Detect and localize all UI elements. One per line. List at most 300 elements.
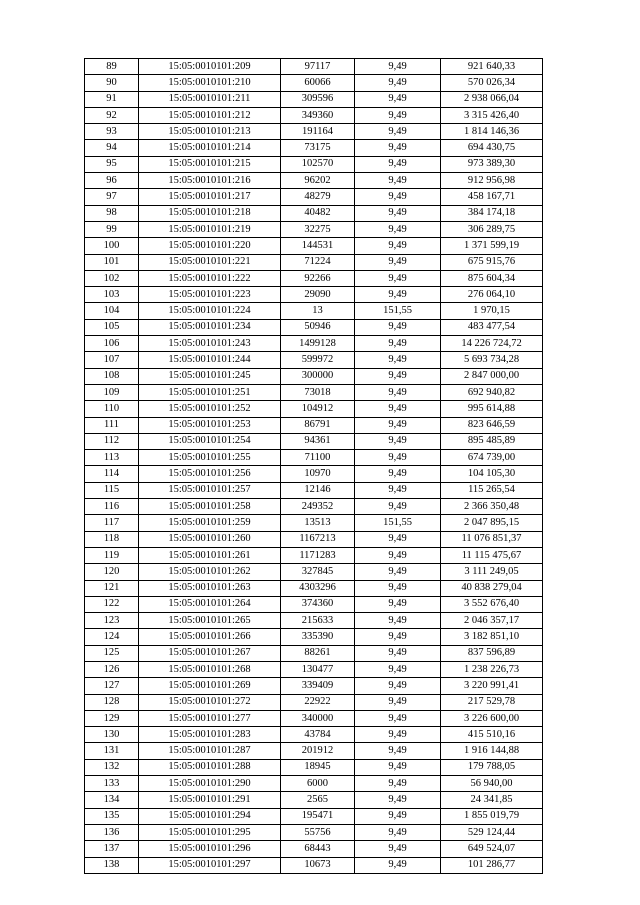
table-row bbox=[85, 173, 543, 189]
cadastral-value-cell: 3 220 991,41 bbox=[441, 678, 543, 694]
table-row bbox=[85, 645, 543, 661]
cadastral-number-cell: 15:05:0010101:216 bbox=[139, 173, 281, 189]
cadastral-value-cell: 483 477,54 bbox=[441, 319, 543, 335]
cadastral-value-cell: 14 226 724,72 bbox=[441, 336, 543, 352]
cadastral-value-cell: 973 389,30 bbox=[441, 156, 543, 172]
row-number-cell: 123 bbox=[85, 613, 139, 629]
table-row bbox=[85, 75, 543, 91]
rate-cell: 9,49 bbox=[355, 678, 441, 694]
table-row bbox=[85, 499, 543, 515]
rate-cell: 9,49 bbox=[355, 336, 441, 352]
area-cell: 13 bbox=[281, 303, 355, 319]
row-number-cell: 97 bbox=[85, 189, 139, 205]
cadastral-value-cell: 692 940,82 bbox=[441, 384, 543, 400]
rate-cell: 9,49 bbox=[355, 661, 441, 677]
cadastral-value-cell: 674 739,00 bbox=[441, 450, 543, 466]
cadastral-value-cell: 11 115 475,67 bbox=[441, 547, 543, 563]
row-number-cell: 100 bbox=[85, 238, 139, 254]
cadastral-value-cell: 2 366 350,48 bbox=[441, 499, 543, 515]
table-row bbox=[85, 792, 543, 808]
table-row bbox=[85, 857, 543, 873]
cadastral-number-cell: 15:05:0010101:267 bbox=[139, 645, 281, 661]
cadastral-value-cell: 921 640,33 bbox=[441, 59, 543, 75]
cadastral-value-cell: 276 064,10 bbox=[441, 287, 543, 303]
cadastral-number-cell: 15:05:0010101:244 bbox=[139, 352, 281, 368]
row-number-cell: 128 bbox=[85, 694, 139, 710]
area-cell: 1171283 bbox=[281, 547, 355, 563]
row-number-cell: 132 bbox=[85, 759, 139, 775]
row-number-cell: 125 bbox=[85, 645, 139, 661]
row-number-cell: 101 bbox=[85, 254, 139, 270]
rate-cell: 9,49 bbox=[355, 743, 441, 759]
cadastral-number-cell: 15:05:0010101:218 bbox=[139, 205, 281, 221]
table-row bbox=[85, 564, 543, 580]
area-cell: 55756 bbox=[281, 824, 355, 840]
area-cell: 43784 bbox=[281, 727, 355, 743]
cadastral-number-cell: 15:05:0010101:209 bbox=[139, 59, 281, 75]
rate-cell: 9,49 bbox=[355, 564, 441, 580]
cadastral-value-cell: 2 938 066,04 bbox=[441, 91, 543, 107]
rate-cell: 9,49 bbox=[355, 401, 441, 417]
cadastral-number-cell: 15:05:0010101:243 bbox=[139, 336, 281, 352]
cadastral-number-cell: 15:05:0010101:234 bbox=[139, 319, 281, 335]
area-cell: 201912 bbox=[281, 743, 355, 759]
area-cell: 96202 bbox=[281, 173, 355, 189]
cadastral-value-cell: 115 265,54 bbox=[441, 482, 543, 498]
row-number-cell: 108 bbox=[85, 368, 139, 384]
row-number-cell: 117 bbox=[85, 515, 139, 531]
area-cell: 339409 bbox=[281, 678, 355, 694]
rate-cell: 9,49 bbox=[355, 384, 441, 400]
cadastral-value-cell: 694 430,75 bbox=[441, 140, 543, 156]
cadastral-number-cell: 15:05:0010101:261 bbox=[139, 547, 281, 563]
table-row bbox=[85, 254, 543, 270]
table-row bbox=[85, 221, 543, 237]
table-row bbox=[85, 727, 543, 743]
area-cell: 88261 bbox=[281, 645, 355, 661]
row-number-cell: 116 bbox=[85, 499, 139, 515]
rate-cell: 9,49 bbox=[355, 629, 441, 645]
cadastral-value-cell: 306 289,75 bbox=[441, 221, 543, 237]
cadastral-number-cell: 15:05:0010101:217 bbox=[139, 189, 281, 205]
rate-cell: 9,49 bbox=[355, 857, 441, 873]
cadastral-number-cell: 15:05:0010101:257 bbox=[139, 482, 281, 498]
rate-cell: 9,49 bbox=[355, 482, 441, 498]
cadastral-value-cell: 217 529,78 bbox=[441, 694, 543, 710]
cadastral-number-cell: 15:05:0010101:258 bbox=[139, 499, 281, 515]
cadastral-value-cell: 995 614,88 bbox=[441, 401, 543, 417]
area-cell: 29090 bbox=[281, 287, 355, 303]
area-cell: 6000 bbox=[281, 776, 355, 792]
table-row bbox=[85, 270, 543, 286]
area-cell: 94361 bbox=[281, 433, 355, 449]
cadastral-value-cell: 1 855 019,79 bbox=[441, 808, 543, 824]
row-number-cell: 124 bbox=[85, 629, 139, 645]
cadastral-number-cell: 15:05:0010101:264 bbox=[139, 596, 281, 612]
cadastral-value-cell: 2 047 895,15 bbox=[441, 515, 543, 531]
cadastral-value-cell: 3 315 426,40 bbox=[441, 107, 543, 123]
rate-cell: 9,49 bbox=[355, 352, 441, 368]
area-cell: 22922 bbox=[281, 694, 355, 710]
area-cell: 249352 bbox=[281, 499, 355, 515]
row-number-cell: 113 bbox=[85, 450, 139, 466]
cadastral-number-cell: 15:05:0010101:213 bbox=[139, 124, 281, 140]
cadastral-value-cell: 415 510,16 bbox=[441, 727, 543, 743]
table-row bbox=[85, 596, 543, 612]
row-number-cell: 133 bbox=[85, 776, 139, 792]
rate-cell: 151,55 bbox=[355, 515, 441, 531]
cadastral-number-cell: 15:05:0010101:262 bbox=[139, 564, 281, 580]
cadastral-value-cell: 1 371 599,19 bbox=[441, 238, 543, 254]
cadastral-number-cell: 15:05:0010101:288 bbox=[139, 759, 281, 775]
area-cell: 327845 bbox=[281, 564, 355, 580]
cadastral-value-cell: 649 524,07 bbox=[441, 841, 543, 857]
cadastral-number-cell: 15:05:0010101:265 bbox=[139, 613, 281, 629]
cadastral-number-cell: 15:05:0010101:219 bbox=[139, 221, 281, 237]
table-row bbox=[85, 629, 543, 645]
rate-cell: 9,49 bbox=[355, 792, 441, 808]
cadastral-value-cell: 3 111 249,05 bbox=[441, 564, 543, 580]
table-row bbox=[85, 189, 543, 205]
row-number-cell: 137 bbox=[85, 841, 139, 857]
table-row bbox=[85, 352, 543, 368]
rate-cell: 9,49 bbox=[355, 596, 441, 612]
rate-cell: 9,49 bbox=[355, 205, 441, 221]
row-number-cell: 136 bbox=[85, 824, 139, 840]
cadastral-number-cell: 15:05:0010101:266 bbox=[139, 629, 281, 645]
area-cell: 349360 bbox=[281, 107, 355, 123]
area-cell: 10673 bbox=[281, 857, 355, 873]
table-row bbox=[85, 710, 543, 726]
cadastral-number-cell: 15:05:0010101:290 bbox=[139, 776, 281, 792]
table-row bbox=[85, 91, 543, 107]
table-row bbox=[85, 694, 543, 710]
cadastral-value-cell: 3 226 600,00 bbox=[441, 710, 543, 726]
row-number-cell: 102 bbox=[85, 270, 139, 286]
area-cell: 18945 bbox=[281, 759, 355, 775]
cadastral-number-cell: 15:05:0010101:294 bbox=[139, 808, 281, 824]
row-number-cell: 129 bbox=[85, 710, 139, 726]
cadastral-number-cell: 15:05:0010101:263 bbox=[139, 580, 281, 596]
area-cell: 340000 bbox=[281, 710, 355, 726]
table-row bbox=[85, 368, 543, 384]
cadastral-number-cell: 15:05:0010101:277 bbox=[139, 710, 281, 726]
cadastral-value-cell: 875 604,34 bbox=[441, 270, 543, 286]
cadastral-number-cell: 15:05:0010101:253 bbox=[139, 417, 281, 433]
table-row bbox=[85, 107, 543, 123]
row-number-cell: 127 bbox=[85, 678, 139, 694]
cadastral-value-cell: 2 847 000,00 bbox=[441, 368, 543, 384]
table-body bbox=[85, 59, 543, 874]
row-number-cell: 95 bbox=[85, 156, 139, 172]
area-cell: 102570 bbox=[281, 156, 355, 172]
area-cell: 97117 bbox=[281, 59, 355, 75]
table-row bbox=[85, 776, 543, 792]
cadastral-value-cell: 675 915,76 bbox=[441, 254, 543, 270]
table-row bbox=[85, 661, 543, 677]
row-number-cell: 122 bbox=[85, 596, 139, 612]
area-cell: 130477 bbox=[281, 661, 355, 677]
cadastral-value-cell: 895 485,89 bbox=[441, 433, 543, 449]
table-row bbox=[85, 515, 543, 531]
row-number-cell: 114 bbox=[85, 466, 139, 482]
cadastral-value-cell: 5 693 734,28 bbox=[441, 352, 543, 368]
row-number-cell: 103 bbox=[85, 287, 139, 303]
row-number-cell: 126 bbox=[85, 661, 139, 677]
area-cell: 195471 bbox=[281, 808, 355, 824]
row-number-cell: 92 bbox=[85, 107, 139, 123]
table-row bbox=[85, 417, 543, 433]
table-row bbox=[85, 59, 543, 75]
area-cell: 32275 bbox=[281, 221, 355, 237]
rate-cell: 9,49 bbox=[355, 107, 441, 123]
cadastral-number-cell: 15:05:0010101:268 bbox=[139, 661, 281, 677]
rate-cell: 9,49 bbox=[355, 727, 441, 743]
cadastral-number-cell: 15:05:0010101:260 bbox=[139, 531, 281, 547]
cadastral-number-cell: 15:05:0010101:210 bbox=[139, 75, 281, 91]
cadastral-number-cell: 15:05:0010101:221 bbox=[139, 254, 281, 270]
rate-cell: 9,49 bbox=[355, 368, 441, 384]
row-number-cell: 120 bbox=[85, 564, 139, 580]
row-number-cell: 130 bbox=[85, 727, 139, 743]
row-number-cell: 96 bbox=[85, 173, 139, 189]
rate-cell: 9,49 bbox=[355, 59, 441, 75]
cadastral-number-cell: 15:05:0010101:220 bbox=[139, 238, 281, 254]
cadastral-value-cell: 837 596,89 bbox=[441, 645, 543, 661]
table-row bbox=[85, 303, 543, 319]
area-cell: 1499128 bbox=[281, 336, 355, 352]
area-cell: 309596 bbox=[281, 91, 355, 107]
row-number-cell: 98 bbox=[85, 205, 139, 221]
rate-cell: 9,49 bbox=[355, 547, 441, 563]
area-cell: 92266 bbox=[281, 270, 355, 286]
cadastral-number-cell: 15:05:0010101:269 bbox=[139, 678, 281, 694]
rate-cell: 9,49 bbox=[355, 710, 441, 726]
area-cell: 73018 bbox=[281, 384, 355, 400]
cadastral-value-cell: 3 552 676,40 bbox=[441, 596, 543, 612]
cadastral-value-cell: 458 167,71 bbox=[441, 189, 543, 205]
row-number-cell: 112 bbox=[85, 433, 139, 449]
rate-cell: 9,49 bbox=[355, 75, 441, 91]
rate-cell: 9,49 bbox=[355, 499, 441, 515]
cadastral-number-cell: 15:05:0010101:251 bbox=[139, 384, 281, 400]
table-row bbox=[85, 580, 543, 596]
cadastral-value-cell: 384 174,18 bbox=[441, 205, 543, 221]
cadastral-number-cell: 15:05:0010101:224 bbox=[139, 303, 281, 319]
table-row bbox=[85, 466, 543, 482]
row-number-cell: 135 bbox=[85, 808, 139, 824]
cadastral-number-cell: 15:05:0010101:272 bbox=[139, 694, 281, 710]
rate-cell: 9,49 bbox=[355, 613, 441, 629]
area-cell: 48279 bbox=[281, 189, 355, 205]
table-row bbox=[85, 450, 543, 466]
table-row bbox=[85, 156, 543, 172]
cadastral-number-cell: 15:05:0010101:296 bbox=[139, 841, 281, 857]
table-row bbox=[85, 238, 543, 254]
cadastral-value-cell: 570 026,34 bbox=[441, 75, 543, 91]
cadastral-value-cell: 101 286,77 bbox=[441, 857, 543, 873]
row-number-cell: 111 bbox=[85, 417, 139, 433]
area-cell: 71100 bbox=[281, 450, 355, 466]
table-row bbox=[85, 743, 543, 759]
rate-cell: 9,49 bbox=[355, 759, 441, 775]
cadastral-value-cell: 529 124,44 bbox=[441, 824, 543, 840]
row-number-cell: 121 bbox=[85, 580, 139, 596]
area-cell: 599972 bbox=[281, 352, 355, 368]
rate-cell: 9,49 bbox=[355, 417, 441, 433]
table-row bbox=[85, 824, 543, 840]
table-row bbox=[85, 401, 543, 417]
cadastral-number-cell: 15:05:0010101:214 bbox=[139, 140, 281, 156]
rate-cell: 9,49 bbox=[355, 91, 441, 107]
rate-cell: 9,49 bbox=[355, 189, 441, 205]
rate-cell: 9,49 bbox=[355, 221, 441, 237]
table-row bbox=[85, 547, 543, 563]
area-cell: 300000 bbox=[281, 368, 355, 384]
cadastral-number-cell: 15:05:0010101:287 bbox=[139, 743, 281, 759]
row-number-cell: 104 bbox=[85, 303, 139, 319]
rate-cell: 9,49 bbox=[355, 466, 441, 482]
rate-cell: 9,49 bbox=[355, 580, 441, 596]
area-cell: 86791 bbox=[281, 417, 355, 433]
area-cell: 12146 bbox=[281, 482, 355, 498]
area-cell: 374360 bbox=[281, 596, 355, 612]
area-cell: 50946 bbox=[281, 319, 355, 335]
table-row bbox=[85, 841, 543, 857]
rate-cell: 9,49 bbox=[355, 140, 441, 156]
rate-cell: 9,49 bbox=[355, 776, 441, 792]
cadastral-value-cell: 1 814 146,36 bbox=[441, 124, 543, 140]
cadastral-number-cell: 15:05:0010101:252 bbox=[139, 401, 281, 417]
rate-cell: 9,49 bbox=[355, 319, 441, 335]
table-row bbox=[85, 759, 543, 775]
area-cell: 60066 bbox=[281, 75, 355, 91]
cadastral-value-cell: 40 838 279,04 bbox=[441, 580, 543, 596]
row-number-cell: 94 bbox=[85, 140, 139, 156]
rate-cell: 9,49 bbox=[355, 841, 441, 857]
row-number-cell: 134 bbox=[85, 792, 139, 808]
cadastral-value-cell: 56 940,00 bbox=[441, 776, 543, 792]
rate-cell: 9,49 bbox=[355, 287, 441, 303]
rate-cell: 9,49 bbox=[355, 824, 441, 840]
cadastral-value-cell: 24 341,85 bbox=[441, 792, 543, 808]
cadastral-number-cell: 15:05:0010101:259 bbox=[139, 515, 281, 531]
area-cell: 144531 bbox=[281, 238, 355, 254]
area-cell: 1167213 bbox=[281, 531, 355, 547]
area-cell: 13513 bbox=[281, 515, 355, 531]
row-number-cell: 91 bbox=[85, 91, 139, 107]
cadastral-value-cell: 11 076 851,37 bbox=[441, 531, 543, 547]
cadastral-value-cell: 1 238 226,73 bbox=[441, 661, 543, 677]
cadastral-value-cell: 2 046 357,17 bbox=[441, 613, 543, 629]
cadastral-number-cell: 15:05:0010101:283 bbox=[139, 727, 281, 743]
area-cell: 73175 bbox=[281, 140, 355, 156]
table-row bbox=[85, 433, 543, 449]
cadastral-number-cell: 15:05:0010101:215 bbox=[139, 156, 281, 172]
cadastral-value-cell: 823 646,59 bbox=[441, 417, 543, 433]
row-number-cell: 109 bbox=[85, 384, 139, 400]
rate-cell: 9,49 bbox=[355, 124, 441, 140]
row-number-cell: 93 bbox=[85, 124, 139, 140]
area-cell: 68443 bbox=[281, 841, 355, 857]
rate-cell: 9,49 bbox=[355, 270, 441, 286]
area-cell: 104912 bbox=[281, 401, 355, 417]
table-row bbox=[85, 482, 543, 498]
area-cell: 4303296 bbox=[281, 580, 355, 596]
rate-cell: 9,49 bbox=[355, 173, 441, 189]
cadastral-number-cell: 15:05:0010101:254 bbox=[139, 433, 281, 449]
cadastral-number-cell: 15:05:0010101:211 bbox=[139, 91, 281, 107]
cadastral-number-cell: 15:05:0010101:223 bbox=[139, 287, 281, 303]
row-number-cell: 105 bbox=[85, 319, 139, 335]
row-number-cell: 90 bbox=[85, 75, 139, 91]
row-number-cell: 138 bbox=[85, 857, 139, 873]
rate-cell: 9,49 bbox=[355, 450, 441, 466]
row-number-cell: 110 bbox=[85, 401, 139, 417]
area-cell: 2565 bbox=[281, 792, 355, 808]
area-cell: 40482 bbox=[281, 205, 355, 221]
rate-cell: 151,55 bbox=[355, 303, 441, 319]
table-row bbox=[85, 124, 543, 140]
table-row bbox=[85, 384, 543, 400]
cadastral-value-cell: 179 788,05 bbox=[441, 759, 543, 775]
rate-cell: 9,49 bbox=[355, 156, 441, 172]
rate-cell: 9,49 bbox=[355, 433, 441, 449]
row-number-cell: 106 bbox=[85, 336, 139, 352]
cadastral-number-cell: 15:05:0010101:212 bbox=[139, 107, 281, 123]
row-number-cell: 119 bbox=[85, 547, 139, 563]
cadastral-value-cell: 1 916 144,88 bbox=[441, 743, 543, 759]
row-number-cell: 118 bbox=[85, 531, 139, 547]
cadastral-valuation-table bbox=[84, 58, 543, 874]
rate-cell: 9,49 bbox=[355, 254, 441, 270]
rate-cell: 9,49 bbox=[355, 645, 441, 661]
table-row bbox=[85, 613, 543, 629]
area-cell: 335390 bbox=[281, 629, 355, 645]
cadastral-value-cell: 3 182 851,10 bbox=[441, 629, 543, 645]
cadastral-number-cell: 15:05:0010101:255 bbox=[139, 450, 281, 466]
rate-cell: 9,49 bbox=[355, 531, 441, 547]
rate-cell: 9,49 bbox=[355, 808, 441, 824]
row-number-cell: 115 bbox=[85, 482, 139, 498]
cadastral-number-cell: 15:05:0010101:291 bbox=[139, 792, 281, 808]
cadastral-number-cell: 15:05:0010101:245 bbox=[139, 368, 281, 384]
table-row bbox=[85, 678, 543, 694]
table-row bbox=[85, 287, 543, 303]
table-row bbox=[85, 531, 543, 547]
rate-cell: 9,49 bbox=[355, 238, 441, 254]
cadastral-number-cell: 15:05:0010101:256 bbox=[139, 466, 281, 482]
area-cell: 191164 bbox=[281, 124, 355, 140]
cadastral-value-cell: 1 970,15 bbox=[441, 303, 543, 319]
row-number-cell: 89 bbox=[85, 59, 139, 75]
table-row bbox=[85, 205, 543, 221]
table-row bbox=[85, 319, 543, 335]
area-cell: 215633 bbox=[281, 613, 355, 629]
cadastral-number-cell: 15:05:0010101:297 bbox=[139, 857, 281, 873]
row-number-cell: 107 bbox=[85, 352, 139, 368]
area-cell: 10970 bbox=[281, 466, 355, 482]
cadastral-value-cell: 104 105,30 bbox=[441, 466, 543, 482]
area-cell: 71224 bbox=[281, 254, 355, 270]
row-number-cell: 131 bbox=[85, 743, 139, 759]
table-row bbox=[85, 336, 543, 352]
row-number-cell: 99 bbox=[85, 221, 139, 237]
cadastral-value-cell: 912 956,98 bbox=[441, 173, 543, 189]
cadastral-number-cell: 15:05:0010101:295 bbox=[139, 824, 281, 840]
cadastral-number-cell: 15:05:0010101:222 bbox=[139, 270, 281, 286]
table-row bbox=[85, 808, 543, 824]
